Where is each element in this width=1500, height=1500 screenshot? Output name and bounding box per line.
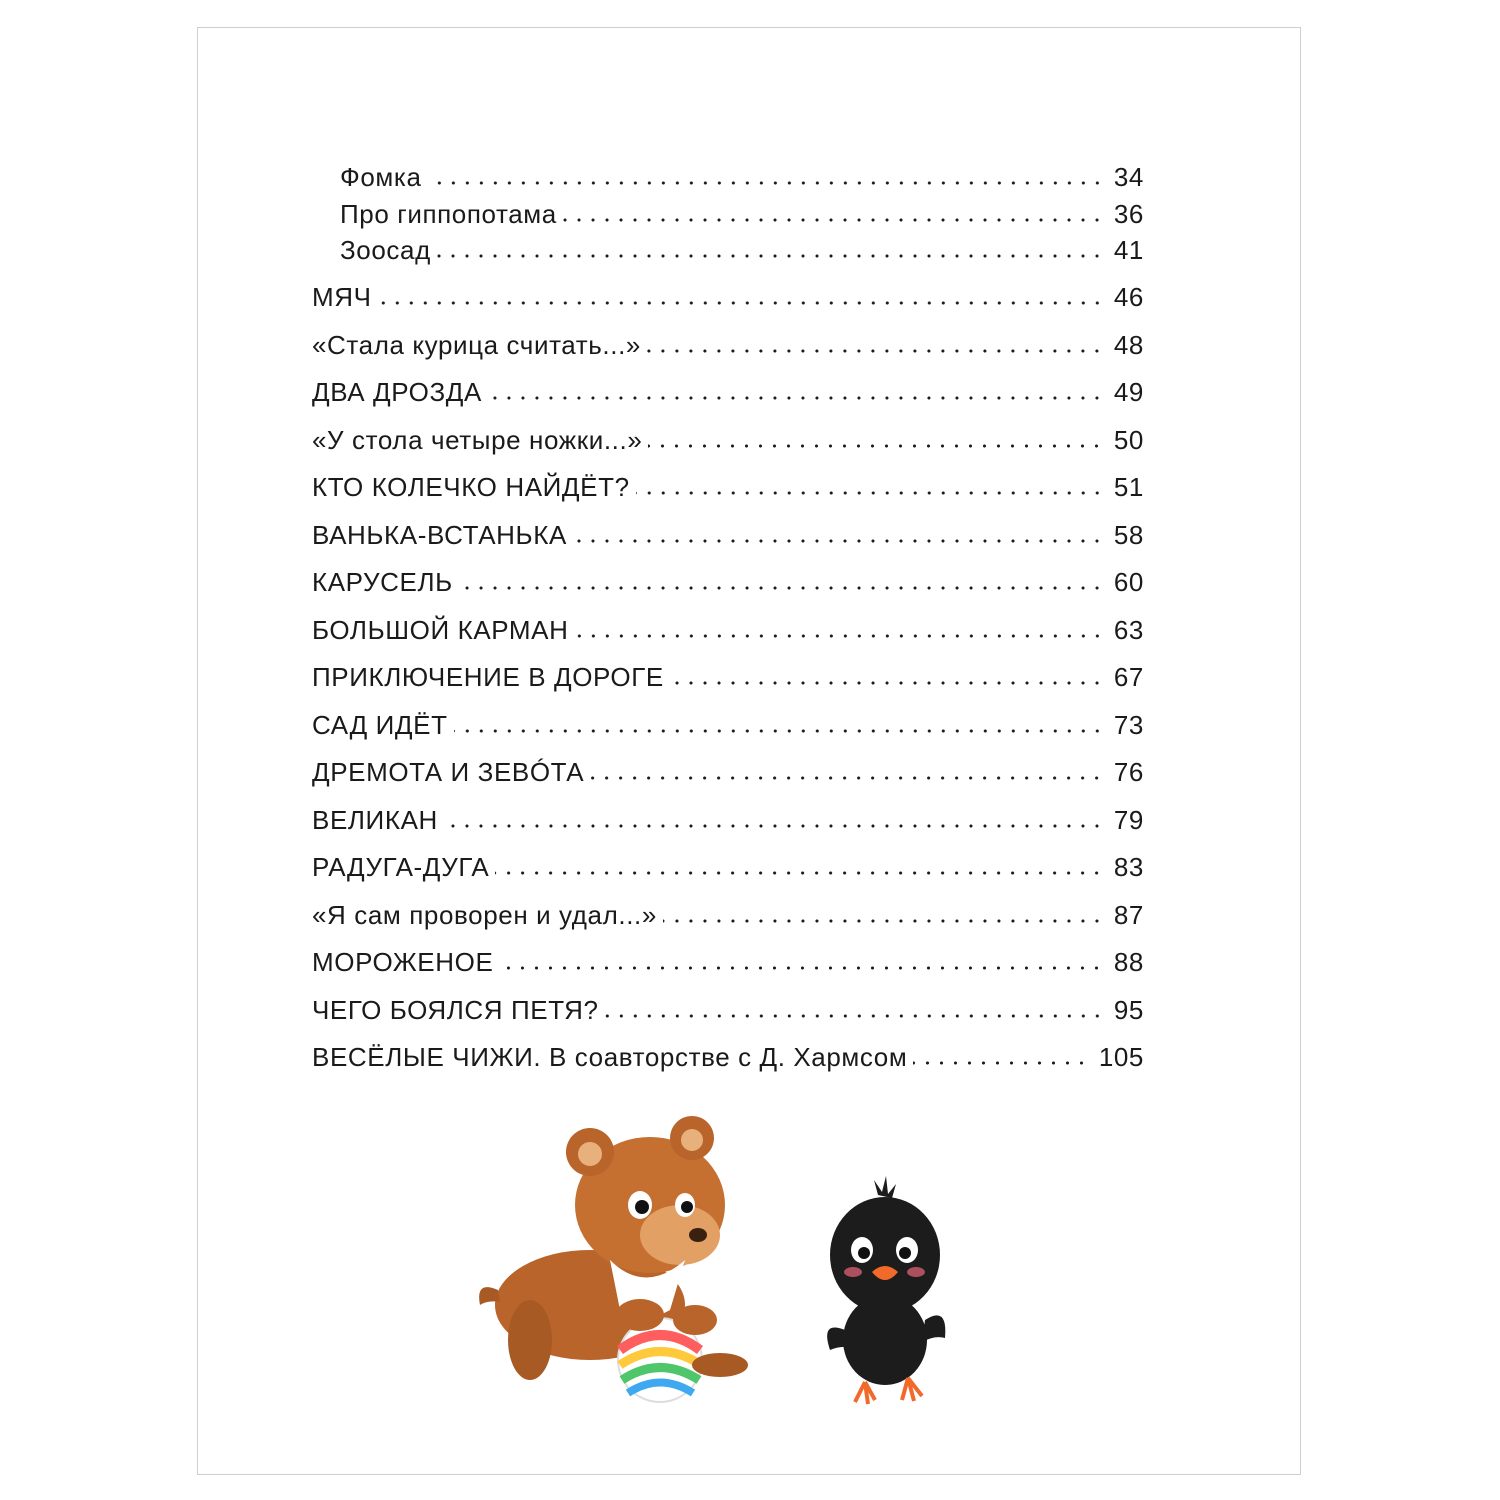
toc-entry-page-number: 46 <box>1113 282 1144 312</box>
toc-entry-title: ДВА ДРОЗДА <box>312 377 482 407</box>
toc-entry <box>312 150 1144 190</box>
toc-entry-page-number: 51 <box>1113 472 1144 502</box>
toc-entry-title: «У стола четыре ножки...» <box>312 425 643 455</box>
dot-leader <box>495 870 1104 876</box>
toc-entry <box>312 745 1144 785</box>
dot-leader <box>454 728 1104 734</box>
toc-entry-title: ВАНЬКА-ВСТАНЬКА <box>312 520 567 550</box>
dot-leader <box>590 775 1104 781</box>
toc-entry-page-number: 73 <box>1113 710 1144 740</box>
toc-entry-title: Фомка <box>340 162 422 192</box>
bear-cub-with-ball-icon <box>479 1116 748 1402</box>
toc-entry <box>312 888 1144 928</box>
toc-entry-page-number: 48 <box>1113 330 1144 360</box>
toc-entry-page-number: 63 <box>1113 615 1144 645</box>
toc-entry-page-number: 95 <box>1113 995 1144 1025</box>
toc-entry-title: КАРУСЕЛЬ <box>312 567 453 597</box>
dot-leader <box>636 490 1104 496</box>
dot-leader <box>605 1013 1104 1019</box>
toc-entry-title: МОРОЖЕНОЕ <box>312 947 494 977</box>
toc-entry-page-number: 34 <box>1113 162 1144 192</box>
toc-entry <box>312 935 1144 975</box>
toc-entry <box>312 793 1144 833</box>
dot-leader <box>437 253 1104 259</box>
toc-entry-title: ВЕЛИКАН <box>312 805 438 835</box>
toc-entry <box>312 460 1144 500</box>
toc-entry-page-number: 88 <box>1113 947 1144 977</box>
dot-leader <box>428 180 1104 186</box>
toc-entry-title: КТО КОЛЕЧКО НАЙДЁТ? <box>312 472 630 502</box>
toc-entry-page-number: 87 <box>1113 900 1144 930</box>
dot-leader <box>573 538 1104 544</box>
dot-leader <box>663 918 1104 924</box>
toc-entry-page-number: 49 <box>1113 377 1144 407</box>
toc-entry-page-number: 105 <box>1098 1042 1144 1072</box>
dot-leader <box>575 633 1104 639</box>
dot-leader <box>499 965 1103 971</box>
toc-entry-title: Про гиппопотама <box>340 199 557 229</box>
toc-entry <box>312 270 1144 310</box>
toc-entry-title: ПРИКЛЮЧЕНИЕ В ДОРОГЕ <box>312 662 664 692</box>
toc-entry-title: БОЛЬШОЙ КАРМАН <box>312 615 569 645</box>
dot-leader <box>648 443 1103 449</box>
toc-entry <box>312 187 1144 227</box>
toc-entry-title: САД ИДЁТ <box>312 710 448 740</box>
toc-entry-page-number: 36 <box>1113 199 1144 229</box>
dot-leader <box>913 1060 1088 1066</box>
toc-entry-page-number: 58 <box>1113 520 1144 550</box>
dot-leader <box>444 823 1104 829</box>
dot-leader <box>459 585 1104 591</box>
toc-entry <box>312 413 1144 453</box>
toc-entry-title: «Я сам проворен и удал...» <box>312 900 657 930</box>
toc-entry-title: Зоосад <box>340 235 431 265</box>
toc-entry-title: ЧЕГО БОЯЛСЯ ПЕТЯ? <box>312 995 599 1025</box>
toc-entry <box>312 223 1144 263</box>
toc-entry <box>312 318 1144 358</box>
toc-entry-title: «Стала курица считать...» <box>312 330 641 360</box>
toc-entry <box>312 650 1144 690</box>
toc-entry-page-number: 67 <box>1113 662 1144 692</box>
toc-entry-page-number: 79 <box>1113 805 1144 835</box>
toc-entry <box>312 698 1144 738</box>
dot-leader <box>670 680 1104 686</box>
dot-leader <box>488 395 1104 401</box>
toc-entry-page-number: 83 <box>1113 852 1144 882</box>
toc-entry-page-number: 60 <box>1113 567 1144 597</box>
toc-entry-title: РАДУГА-ДУГА <box>312 852 490 882</box>
toc-entry <box>312 1030 1144 1070</box>
illustration <box>470 1110 970 1410</box>
toc-entry <box>312 365 1144 405</box>
dot-leader <box>647 348 1104 354</box>
toc-entry-title: ДРЕМОТА И ЗЕВÓТА <box>312 757 585 787</box>
toc-entry <box>312 555 1144 595</box>
toc-entry-page-number: 76 <box>1113 757 1144 787</box>
toc-entry <box>312 508 1144 548</box>
toc-entry-page-number: 50 <box>1113 425 1144 455</box>
toc-entry <box>312 983 1144 1023</box>
toc-entry <box>312 840 1144 880</box>
black-chick-icon <box>827 1176 945 1404</box>
toc-entry <box>312 603 1144 643</box>
toc-entry-title: МЯЧ <box>312 282 372 312</box>
dot-leader <box>378 300 1104 306</box>
toc-entry-page-number: 41 <box>1113 235 1144 265</box>
toc-entry-title: ВЕСЁЛЫЕ ЧИЖИ. В соавторстве с Д. Хармсом <box>312 1042 908 1072</box>
